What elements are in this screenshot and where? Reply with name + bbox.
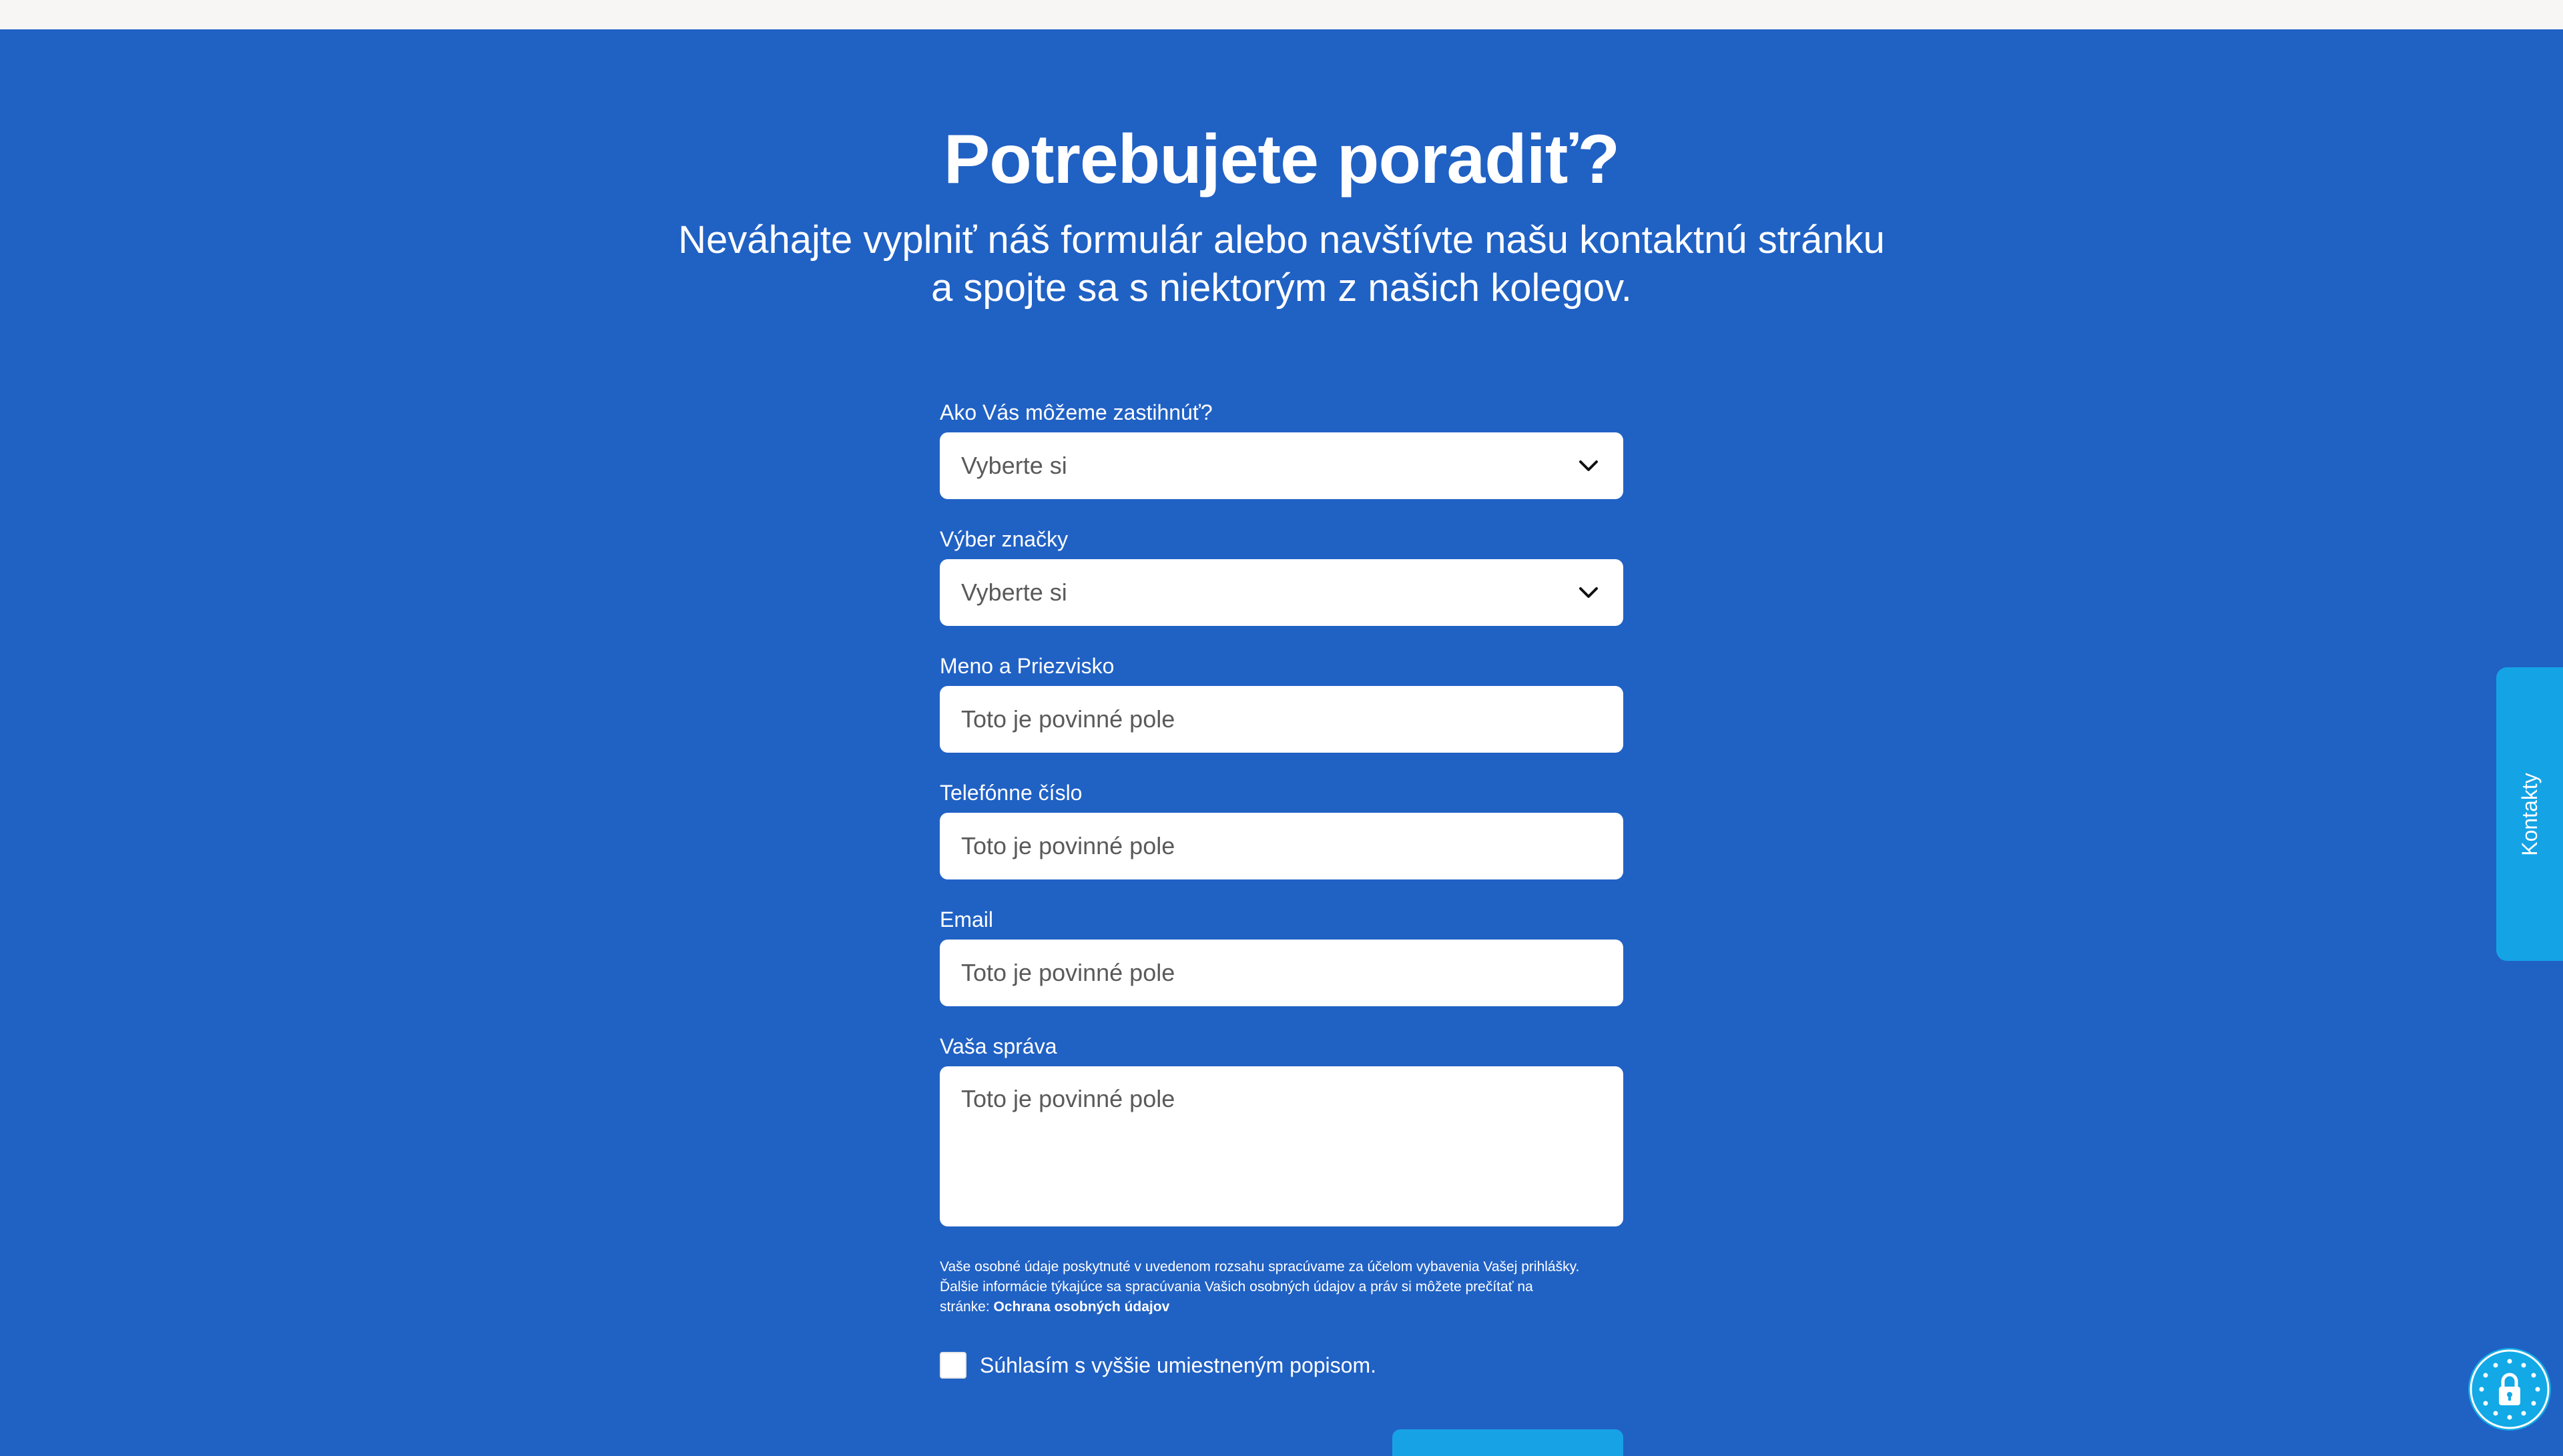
chevron-down-icon xyxy=(1575,579,1602,606)
message-label: Vaša správa xyxy=(940,1034,1057,1058)
privacy-policy-link[interactable]: Ochrana osobných údajov xyxy=(993,1299,1170,1315)
consent-checkbox[interactable] xyxy=(940,1352,966,1379)
subtitle-line-2: a spojte sa s niektorým z našich kolegov. xyxy=(931,266,1632,310)
name-label: Meno a Priezvisko xyxy=(940,654,1115,678)
topic-select-value: Vyberte si xyxy=(961,452,1067,479)
privacy-notice-line-3 xyxy=(940,1297,1634,1317)
email-input[interactable] xyxy=(940,940,1623,1006)
privacy-notice-line-2: Ďalšie informácie týkajúce sa spracúvania Vašich osobných údajov a práv si môžete prečítať na xyxy=(940,1279,1533,1295)
phone-input[interactable] xyxy=(940,813,1623,879)
message-placeholder: Toto je povinné pole xyxy=(961,1085,1175,1112)
email-placeholder: Toto je povinné pole xyxy=(961,959,1175,986)
page-subtitle xyxy=(627,216,1936,312)
phone-label: Telefónne číslo xyxy=(940,781,1083,805)
subtitle-line-1: Neváhajte vyplniť náš formulár alebo navštívte našu kontaktnú stránku xyxy=(678,218,1885,262)
lock-icon xyxy=(2468,1348,2551,1431)
brand-select[interactable] xyxy=(940,559,1623,626)
contacts-side-tab[interactable] xyxy=(2496,667,2563,961)
contact-section xyxy=(0,29,2563,1441)
privacy-notice xyxy=(940,1257,1634,1317)
contacts-side-tab-label: Kontakty xyxy=(2517,772,2542,856)
message-textarea[interactable] xyxy=(940,1066,1623,1226)
email-label: Email xyxy=(940,907,994,932)
privacy-notice-prefix: stránke: xyxy=(940,1299,994,1315)
page-title: Potrebujete poradiť? xyxy=(943,121,1620,198)
consent-label: Súhlasím s vyššie umiestneným popisom. xyxy=(980,1353,1376,1377)
chevron-down-icon xyxy=(1575,452,1602,479)
name-placeholder: Toto je povinné pole xyxy=(961,705,1175,733)
brand-select-value: Vyberte si xyxy=(961,579,1067,606)
consent-row[interactable] xyxy=(940,1351,1623,1380)
brand-label: Výber značky xyxy=(940,527,1069,551)
top-bar xyxy=(0,0,2563,29)
topic-label: Ako Vás môžeme zastihnúť? xyxy=(940,400,1213,424)
privacy-notice-line-1: Vaše osobné údaje poskytnuté v uvedenom rozsahu spracúvame za účelom vybavenia Vašej prihlášky. xyxy=(940,1259,1580,1275)
privacy-badge[interactable] xyxy=(2468,1348,2551,1431)
phone-placeholder: Toto je povinné pole xyxy=(961,832,1175,859)
topic-select[interactable] xyxy=(940,432,1623,499)
name-input[interactable] xyxy=(940,686,1623,753)
submit-button[interactable] xyxy=(1392,1429,1623,1456)
